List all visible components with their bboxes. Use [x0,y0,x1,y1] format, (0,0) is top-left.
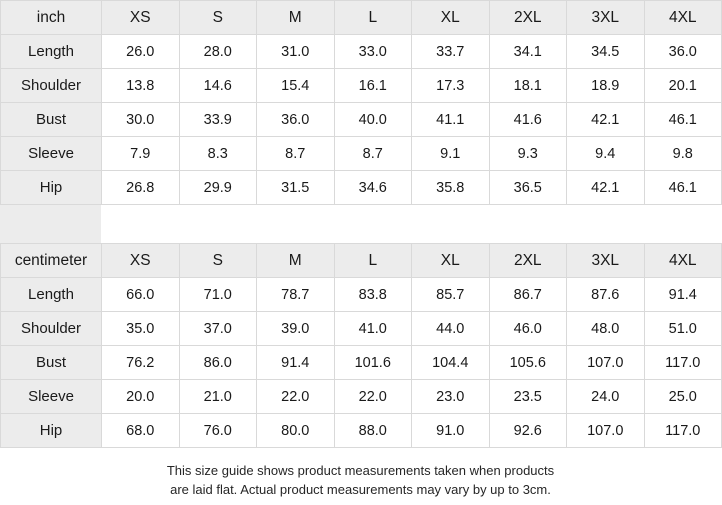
cell-cm-hip-xs: 68.0 [102,414,180,448]
cell-cm-sleeve-xs: 20.0 [102,380,180,414]
cell-cm-sleeve-3xl: 24.0 [567,380,645,414]
size-header-cm-l: L [334,244,412,278]
table-row [1,35,722,69]
unit-label-centimeter: centimeter [1,244,102,278]
table-header-row-inch [1,1,722,35]
cell-length-m: 31.0 [257,35,335,69]
measure-label-length: Length [1,35,102,69]
table-row [1,171,722,205]
size-header-3xl: 3XL [567,1,645,35]
cell-cm-hip-s: 76.0 [179,414,257,448]
measure-label-cm-bust: Bust [1,346,102,380]
cell-length-4xl: 36.0 [644,35,722,69]
table-row [1,346,722,380]
cell-sleeve-m: 8.7 [257,137,335,171]
cell-cm-length-4xl: 91.4 [644,278,722,312]
cell-cm-bust-s: 86.0 [179,346,257,380]
cell-shoulder-xs: 13.8 [102,69,180,103]
size-header-cm-4xl: 4XL [644,244,722,278]
cell-bust-s: 33.9 [179,103,257,137]
size-header-4xl: 4XL [644,1,722,35]
size-header-cm-xl: XL [412,244,490,278]
table-row [1,278,722,312]
cell-cm-shoulder-2xl: 46.0 [489,312,567,346]
cell-shoulder-2xl: 18.1 [489,69,567,103]
cell-hip-s: 29.9 [179,171,257,205]
cell-cm-length-2xl: 86.7 [489,278,567,312]
measure-label-hip: Hip [1,171,102,205]
cell-shoulder-xl: 17.3 [412,69,490,103]
cell-hip-m: 31.5 [257,171,335,205]
cell-shoulder-m: 15.4 [257,69,335,103]
cell-hip-2xl: 36.5 [489,171,567,205]
cell-cm-bust-xs: 76.2 [102,346,180,380]
size-guide-note-line2: are laid flat. Actual product measurements may vary by up to 3cm. [170,482,551,497]
measure-label-sleeve: Sleeve [1,137,102,171]
cell-cm-shoulder-l: 41.0 [334,312,412,346]
cell-shoulder-s: 14.6 [179,69,257,103]
cell-length-3xl: 34.5 [567,35,645,69]
cell-sleeve-xl: 9.1 [412,137,490,171]
cell-cm-shoulder-xl: 44.0 [412,312,490,346]
cell-hip-l: 34.6 [334,171,412,205]
cell-sleeve-xs: 7.9 [102,137,180,171]
size-header-m: M [257,1,335,35]
cell-cm-hip-2xl: 92.6 [489,414,567,448]
cell-cm-shoulder-s: 37.0 [179,312,257,346]
size-header-xl: XL [412,1,490,35]
cell-hip-xl: 35.8 [412,171,490,205]
cell-sleeve-s: 8.3 [179,137,257,171]
size-header-cm-xs: XS [102,244,180,278]
cell-cm-bust-3xl: 107.0 [567,346,645,380]
cell-cm-hip-3xl: 107.0 [567,414,645,448]
cell-bust-4xl: 46.1 [644,103,722,137]
measure-label-shoulder: Shoulder [1,69,102,103]
cell-sleeve-l: 8.7 [334,137,412,171]
cell-hip-4xl: 46.1 [644,171,722,205]
unit-label-inch: inch [1,1,102,35]
cell-cm-sleeve-2xl: 23.5 [489,380,567,414]
measure-label-cm-length: Length [1,278,102,312]
cell-cm-length-xs: 66.0 [102,278,180,312]
cell-shoulder-3xl: 18.9 [567,69,645,103]
cell-cm-sleeve-s: 21.0 [179,380,257,414]
table-separator-left [0,205,101,243]
measure-label-cm-sleeve: Sleeve [1,380,102,414]
cell-cm-bust-xl: 104.4 [412,346,490,380]
size-header-xs: XS [102,1,180,35]
cell-length-2xl: 34.1 [489,35,567,69]
size-header-cm-2xl: 2XL [489,244,567,278]
cell-cm-shoulder-m: 39.0 [257,312,335,346]
table-separator [0,205,721,243]
cell-sleeve-2xl: 9.3 [489,137,567,171]
cell-length-xl: 33.7 [412,35,490,69]
cell-cm-sleeve-4xl: 25.0 [644,380,722,414]
size-header-l: L [334,1,412,35]
cell-cm-length-l: 83.8 [334,278,412,312]
cell-cm-length-3xl: 87.6 [567,278,645,312]
size-guide-note-line1: This size guide shows product measurements taken when products [166,463,555,478]
cell-cm-bust-m: 91.4 [257,346,335,380]
cell-sleeve-4xl: 9.8 [644,137,722,171]
size-header-s: S [179,1,257,35]
cell-cm-shoulder-4xl: 51.0 [644,312,722,346]
size-header-cm-m: M [257,244,335,278]
size-header-cm-3xl: 3XL [567,244,645,278]
cell-cm-length-s: 71.0 [179,278,257,312]
cell-cm-hip-4xl: 117.0 [644,414,722,448]
cell-cm-bust-l: 101.6 [334,346,412,380]
table-row [1,380,722,414]
cell-cm-shoulder-3xl: 48.0 [567,312,645,346]
cell-sleeve-3xl: 9.4 [567,137,645,171]
measure-label-bust: Bust [1,103,102,137]
size-header-cm-s: S [179,244,257,278]
size-table-inch [0,0,722,205]
cell-cm-length-m: 78.7 [257,278,335,312]
cell-bust-l: 40.0 [334,103,412,137]
cell-bust-xs: 30.0 [102,103,180,137]
cell-cm-bust-2xl: 105.6 [489,346,567,380]
cell-bust-2xl: 41.6 [489,103,567,137]
cell-hip-3xl: 42.1 [567,171,645,205]
cell-length-xs: 26.0 [102,35,180,69]
cell-cm-hip-m: 80.0 [257,414,335,448]
table-header-row-centimeter [1,244,722,278]
cell-cm-length-xl: 85.7 [412,278,490,312]
table-row [1,312,722,346]
table-row [1,69,722,103]
cell-shoulder-l: 16.1 [334,69,412,103]
cell-cm-shoulder-xs: 35.0 [102,312,180,346]
cell-length-l: 33.0 [334,35,412,69]
cell-bust-m: 36.0 [257,103,335,137]
cell-cm-sleeve-xl: 23.0 [412,380,490,414]
cell-hip-xs: 26.8 [102,171,180,205]
cell-length-s: 28.0 [179,35,257,69]
cell-cm-bust-4xl: 117.0 [644,346,722,380]
cell-cm-hip-xl: 91.0 [412,414,490,448]
measure-label-cm-shoulder: Shoulder [1,312,102,346]
size-table-centimeter [0,243,722,448]
size-guide-note [0,448,721,505]
table-row [1,137,722,171]
cell-cm-hip-l: 88.0 [334,414,412,448]
cell-cm-sleeve-m: 22.0 [257,380,335,414]
size-header-2xl: 2XL [489,1,567,35]
table-row [1,103,722,137]
cell-bust-xl: 41.1 [412,103,490,137]
table-row [1,414,722,448]
table-separator-right [101,205,721,243]
cell-cm-sleeve-l: 22.0 [334,380,412,414]
cell-shoulder-4xl: 20.1 [644,69,722,103]
cell-bust-3xl: 42.1 [567,103,645,137]
measure-label-cm-hip: Hip [1,414,102,448]
